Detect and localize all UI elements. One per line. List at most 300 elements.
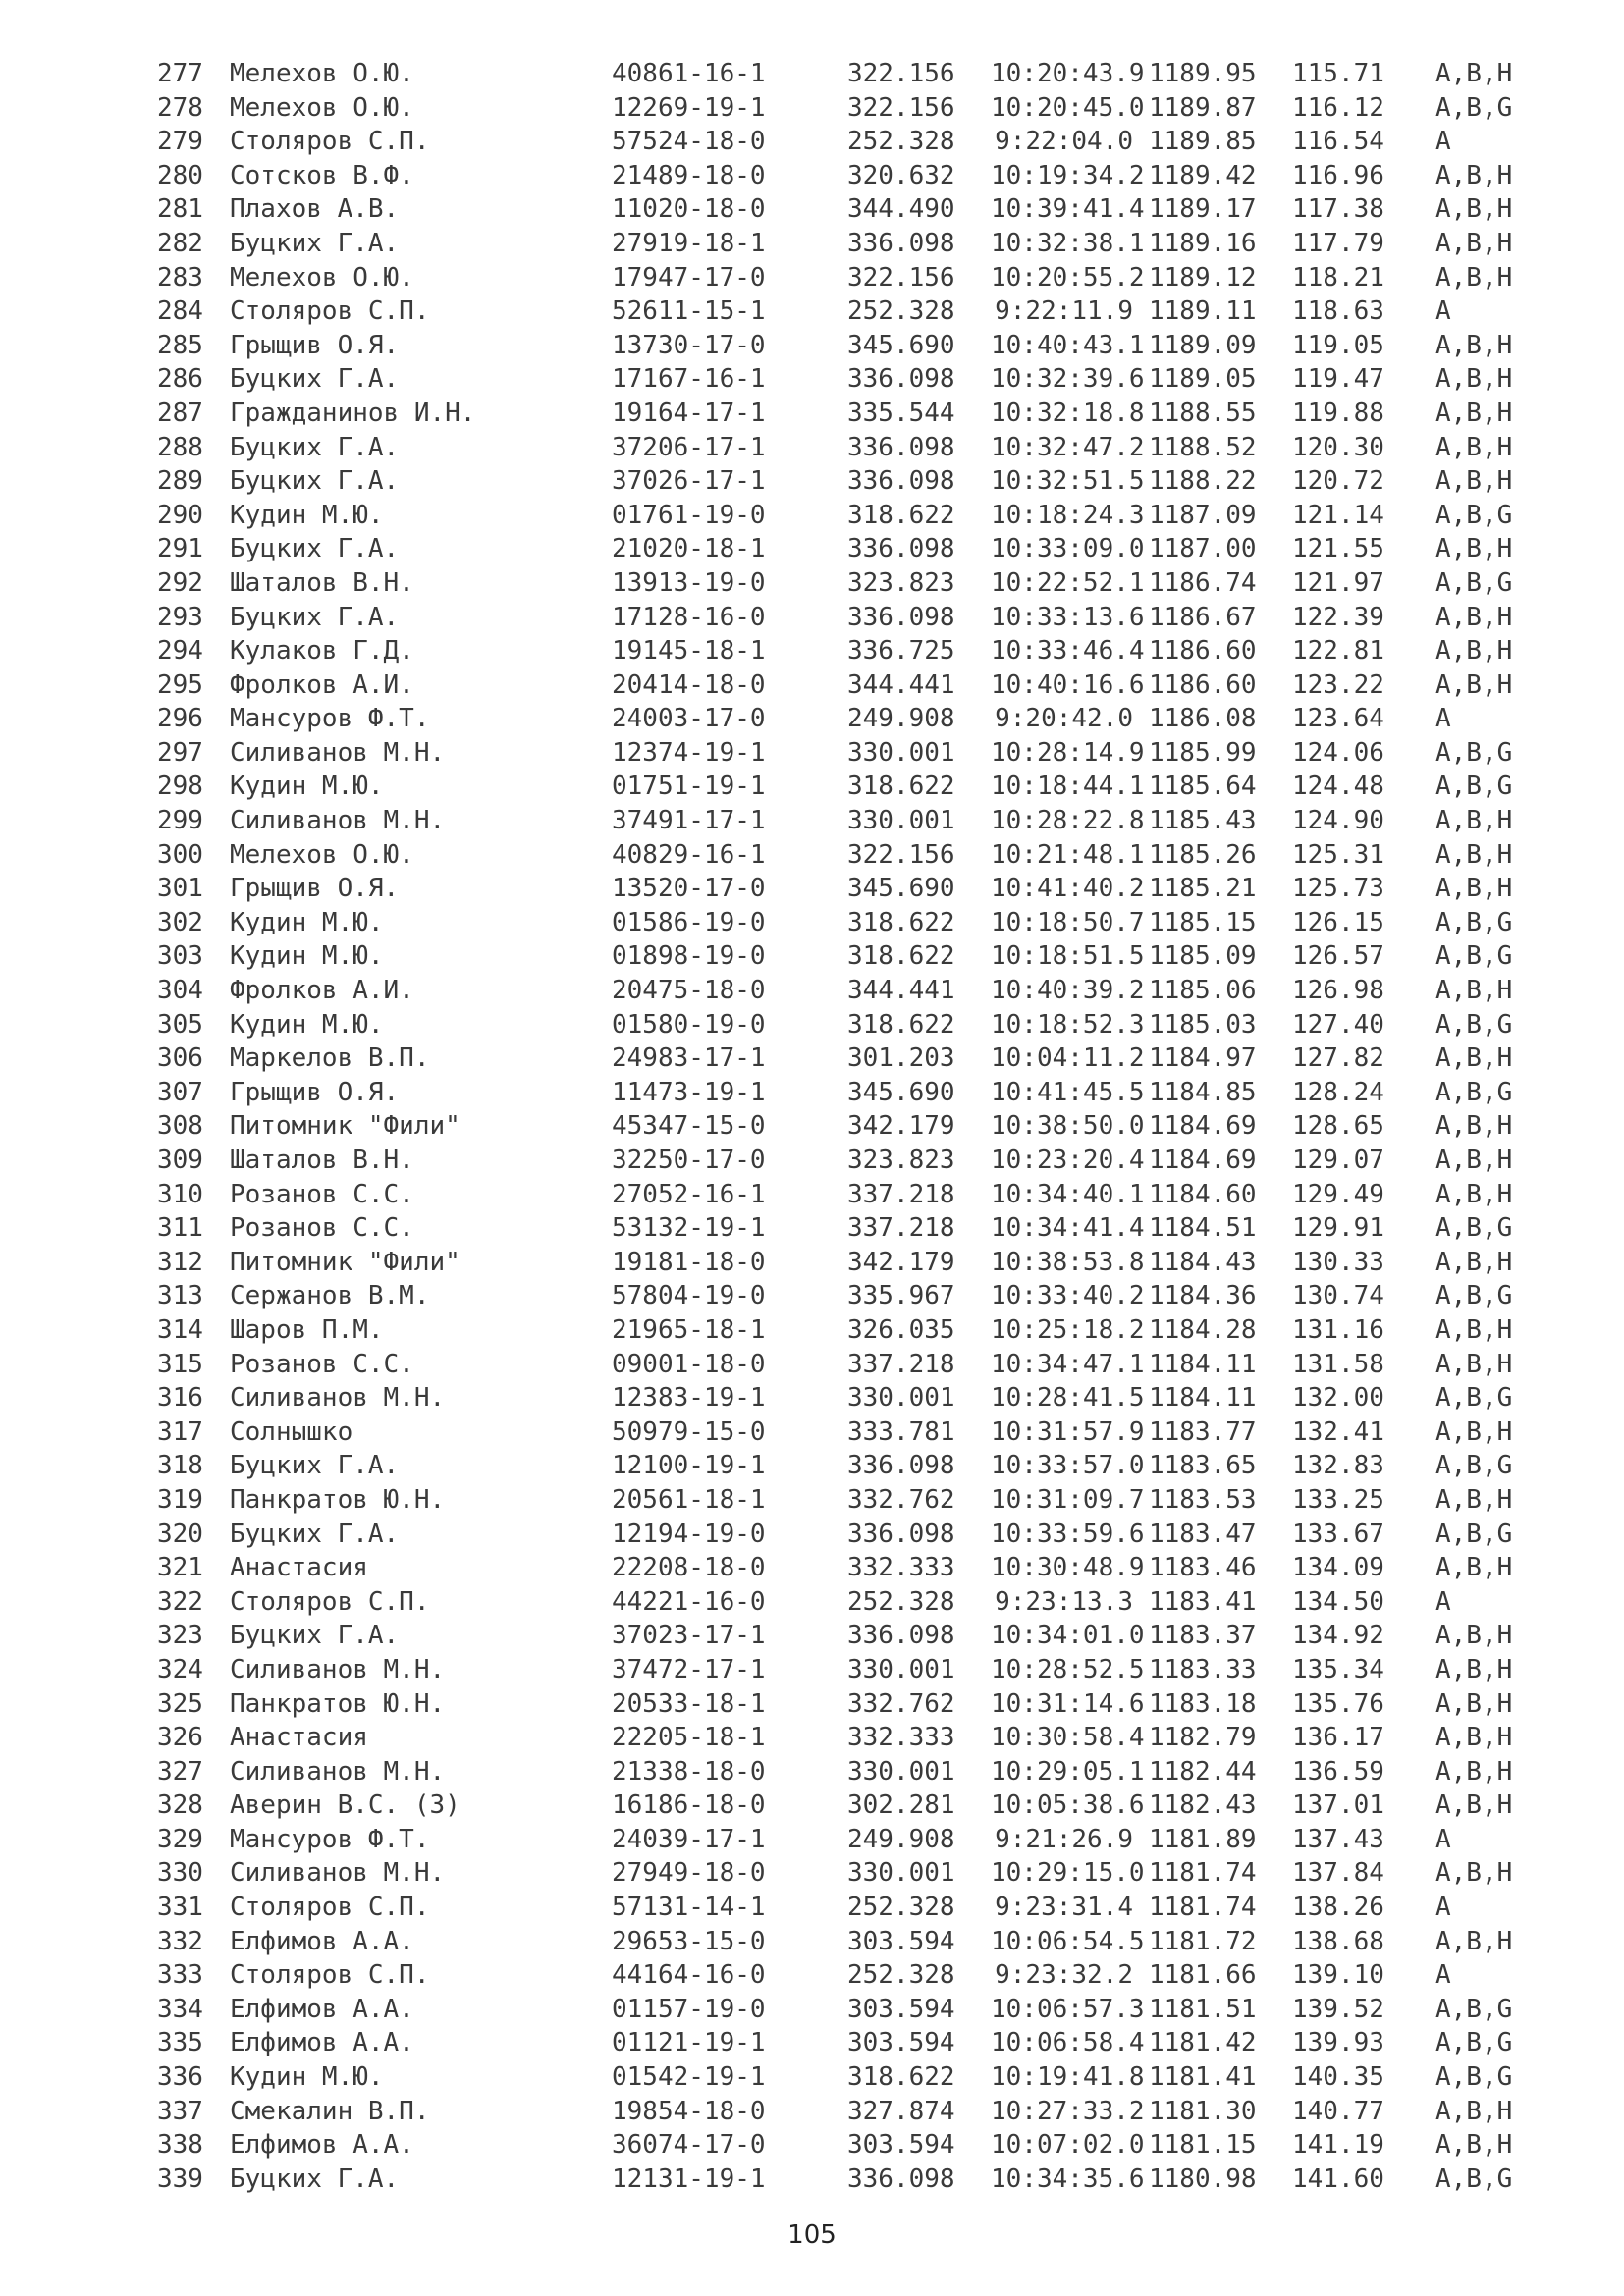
- rank-cell: 288: [157, 432, 203, 462]
- table-row: [157, 1041, 1610, 1076]
- coefficient-cell: 128.65: [1292, 1111, 1384, 1142]
- distance-cell: 336.725: [847, 636, 955, 667]
- table-row: [157, 1653, 1610, 1687]
- ring-number-cell: 44164-16-0: [612, 1960, 766, 1991]
- speed-cell: 1185.06: [1149, 976, 1257, 1006]
- owner-name-cell: Грыщив О.Я.: [230, 330, 400, 360]
- rank-cell: 301: [157, 874, 203, 904]
- arrival-time-cell: 10:40:16.6: [991, 669, 1145, 700]
- distance-cell: 303.594: [847, 1994, 955, 2024]
- coefficient-cell: 129.91: [1292, 1213, 1384, 1244]
- ring-number-cell: 19145-18-1: [612, 636, 766, 667]
- speed-cell: 1189.09: [1149, 330, 1257, 360]
- owner-name-cell: Шаталов В.Н.: [230, 567, 414, 598]
- groups-cell: A: [1435, 1586, 1451, 1617]
- table-row: [157, 397, 1610, 431]
- ring-number-cell: 12131-19-1: [612, 2163, 766, 2194]
- table-row: [157, 1076, 1610, 1110]
- distance-cell: 326.035: [847, 1314, 955, 1345]
- table-row: [157, 1483, 1610, 1518]
- table-row: [157, 1279, 1610, 1313]
- groups-cell: A,B,H: [1435, 1484, 1513, 1515]
- rank-cell: 314: [157, 1314, 203, 1345]
- distance-cell: 337.218: [847, 1349, 955, 1379]
- distance-cell: 342.179: [847, 1247, 955, 1277]
- ring-number-cell: 11020-18-0: [612, 194, 766, 225]
- coefficient-cell: 126.15: [1292, 907, 1384, 937]
- groups-cell: A,B,H: [1435, 602, 1513, 632]
- coefficient-cell: 132.41: [1292, 1416, 1384, 1447]
- ring-number-cell: 57804-19-0: [612, 1281, 766, 1311]
- distance-cell: 323.823: [847, 1146, 955, 1175]
- table-row: [157, 1348, 1610, 1382]
- speed-cell: 1183.33: [1149, 1654, 1257, 1684]
- rank-cell: 283: [157, 262, 203, 293]
- speed-cell: 1189.12: [1149, 262, 1257, 293]
- rank-cell: 335: [157, 2028, 203, 2058]
- arrival-time-cell: 10:29:15.0: [991, 1858, 1145, 1889]
- owner-name-cell: Сотсков В.Ф.: [230, 160, 414, 190]
- owner-name-cell: Шаталов В.Н.: [230, 1146, 414, 1175]
- speed-cell: 1185.43: [1149, 806, 1257, 836]
- groups-cell: A,B,G: [1435, 1519, 1513, 1549]
- rank-cell: 313: [157, 1281, 203, 1311]
- arrival-time-cell: 10:38:50.0: [991, 1111, 1145, 1142]
- distance-cell: 327.874: [847, 2096, 955, 2126]
- speed-cell: 1181.66: [1149, 1960, 1257, 1991]
- owner-name-cell: Елфимов А.А.: [230, 1994, 414, 2024]
- groups-cell: A: [1435, 1824, 1451, 1854]
- rank-cell: 333: [157, 1960, 203, 1991]
- coefficient-cell: 132.83: [1292, 1451, 1384, 1481]
- table-row: [157, 329, 1610, 363]
- rank-cell: 287: [157, 398, 203, 428]
- coefficient-cell: 121.97: [1292, 567, 1384, 598]
- owner-name-cell: Анастасия: [230, 1723, 368, 1753]
- coefficient-cell: 126.57: [1292, 941, 1384, 972]
- groups-cell: A,B,H: [1435, 364, 1513, 395]
- ring-number-cell: 24039-17-1: [612, 1824, 766, 1854]
- table-row: [157, 804, 1610, 838]
- groups-cell: A,B,G: [1435, 1213, 1513, 1244]
- owner-name-cell: Буцких Г.А.: [230, 432, 400, 462]
- coefficient-cell: 119.05: [1292, 330, 1384, 360]
- speed-cell: 1182.44: [1149, 1756, 1257, 1787]
- arrival-time-cell: 10:28:22.8: [991, 806, 1145, 836]
- ring-number-cell: 45347-15-0: [612, 1111, 766, 1142]
- table-row: [157, 1415, 1610, 1450]
- coefficient-cell: 122.81: [1292, 636, 1384, 667]
- owner-name-cell: Силиванов М.Н.: [230, 806, 446, 836]
- groups-cell: A,B,H: [1435, 59, 1513, 88]
- results-table: [157, 57, 1610, 2196]
- groups-cell: A,B,H: [1435, 1926, 1513, 1956]
- coefficient-cell: 138.26: [1292, 1893, 1384, 1923]
- coefficient-cell: 127.82: [1292, 1043, 1384, 1074]
- owner-name-cell: Столяров С.П.: [230, 1586, 430, 1617]
- groups-cell: A,B,G: [1435, 907, 1513, 937]
- arrival-time-cell: 10:20:55.2: [991, 262, 1145, 293]
- distance-cell: 336.098: [847, 602, 955, 632]
- owner-name-cell: Солнышко: [230, 1416, 353, 1447]
- coefficient-cell: 125.31: [1292, 839, 1384, 870]
- groups-cell: A,B,H: [1435, 1688, 1513, 1719]
- distance-cell: 322.156: [847, 262, 955, 293]
- speed-cell: 1182.79: [1149, 1723, 1257, 1753]
- speed-cell: 1186.67: [1149, 602, 1257, 632]
- distance-cell: 303.594: [847, 2028, 955, 2058]
- arrival-time-cell: 10:32:18.8: [991, 398, 1145, 428]
- groups-cell: A: [1435, 1893, 1451, 1923]
- arrival-time-cell: 9:20:42.0: [995, 704, 1133, 734]
- table-row: [157, 634, 1610, 668]
- rank-cell: 279: [157, 127, 203, 157]
- table-row: [157, 499, 1610, 533]
- owner-name-cell: Гражданинов И.Н.: [230, 398, 476, 428]
- speed-cell: 1181.74: [1149, 1893, 1257, 1923]
- table-row: [157, 1246, 1610, 1280]
- distance-cell: 332.762: [847, 1688, 955, 1719]
- ring-number-cell: 20561-18-1: [612, 1484, 766, 1515]
- ring-number-cell: 37023-17-1: [612, 1621, 766, 1651]
- groups-cell: A,B,H: [1435, 262, 1513, 293]
- speed-cell: 1181.30: [1149, 2096, 1257, 2126]
- distance-cell: 344.441: [847, 976, 955, 1006]
- arrival-time-cell: 10:38:53.8: [991, 1247, 1145, 1277]
- coefficient-cell: 123.64: [1292, 704, 1384, 734]
- rank-cell: 338: [157, 2130, 203, 2161]
- table-row: [157, 1755, 1610, 1789]
- rank-cell: 308: [157, 1111, 203, 1142]
- arrival-time-cell: 10:19:41.8: [991, 2062, 1145, 2093]
- ring-number-cell: 01580-19-0: [612, 1009, 766, 1040]
- table-row: [157, 601, 1610, 635]
- distance-cell: 322.156: [847, 92, 955, 123]
- rank-cell: 322: [157, 1586, 203, 1617]
- arrival-time-cell: 10:29:05.1: [991, 1756, 1145, 1787]
- distance-cell: 337.218: [847, 1179, 955, 1209]
- table-row: [157, 1721, 1610, 1755]
- owner-name-cell: Столяров С.П.: [230, 127, 430, 157]
- groups-cell: A,B,H: [1435, 534, 1513, 564]
- groups-cell: A,B,H: [1435, 1314, 1513, 1345]
- speed-cell: 1182.43: [1149, 1790, 1257, 1821]
- rank-cell: 295: [157, 669, 203, 700]
- speed-cell: 1189.05: [1149, 364, 1257, 395]
- ring-number-cell: 12383-19-1: [612, 1383, 766, 1414]
- arrival-time-cell: 10:06:54.5: [991, 1926, 1145, 1956]
- table-row: [157, 1449, 1610, 1483]
- coefficient-cell: 129.49: [1292, 1179, 1384, 1209]
- owner-name-cell: Силиванов М.Н.: [230, 1654, 446, 1684]
- owner-name-cell: Мансуров Ф.Т.: [230, 1824, 430, 1854]
- distance-cell: 330.001: [847, 1756, 955, 1787]
- ring-number-cell: 01761-19-0: [612, 500, 766, 530]
- speed-cell: 1185.26: [1149, 839, 1257, 870]
- speed-cell: 1183.18: [1149, 1688, 1257, 1719]
- rank-cell: 303: [157, 941, 203, 972]
- table-row: [157, 939, 1610, 974]
- table-row: [157, 2095, 1610, 2129]
- groups-cell: A,B,G: [1435, 1383, 1513, 1414]
- distance-cell: 252.328: [847, 1586, 955, 1617]
- speed-cell: 1181.51: [1149, 1994, 1257, 2024]
- distance-cell: 320.632: [847, 160, 955, 190]
- arrival-time-cell: 9:23:32.2: [995, 1960, 1133, 1991]
- table-row: [157, 159, 1610, 193]
- groups-cell: A,B,H: [1435, 398, 1513, 428]
- distance-cell: 336.098: [847, 2163, 955, 2194]
- distance-cell: 249.908: [847, 704, 955, 734]
- owner-name-cell: Панкратов Ю.Н.: [230, 1688, 446, 1719]
- table-row: [157, 294, 1610, 329]
- ring-number-cell: 17167-16-1: [612, 364, 766, 395]
- rank-cell: 296: [157, 704, 203, 734]
- ring-number-cell: 01898-19-0: [612, 941, 766, 972]
- arrival-time-cell: 10:20:45.0: [991, 92, 1145, 123]
- owner-name-cell: Смекалин В.П.: [230, 2096, 430, 2126]
- ring-number-cell: 12194-19-0: [612, 1519, 766, 1549]
- coefficient-cell: 119.88: [1292, 398, 1384, 428]
- groups-cell: A,B,H: [1435, 1654, 1513, 1684]
- distance-cell: 345.690: [847, 874, 955, 904]
- distance-cell: 303.594: [847, 2130, 955, 2161]
- rank-cell: 294: [157, 636, 203, 667]
- coefficient-cell: 127.40: [1292, 1009, 1384, 1040]
- coefficient-cell: 139.52: [1292, 1994, 1384, 2024]
- ring-number-cell: 50979-15-0: [612, 1416, 766, 1447]
- groups-cell: A,B,H: [1435, 1247, 1513, 1277]
- ring-number-cell: 37472-17-1: [612, 1654, 766, 1684]
- owner-name-cell: Питомник "Фили": [230, 1247, 460, 1277]
- speed-cell: 1186.08: [1149, 704, 1257, 734]
- table-row: [157, 668, 1610, 703]
- ring-number-cell: 20414-18-0: [612, 669, 766, 700]
- table-row: [157, 1109, 1610, 1144]
- coefficient-cell: 124.06: [1292, 737, 1384, 768]
- rank-cell: 330: [157, 1858, 203, 1889]
- arrival-time-cell: 10:06:58.4: [991, 2028, 1145, 2058]
- coefficient-cell: 140.77: [1292, 2096, 1384, 2126]
- coefficient-cell: 125.73: [1292, 874, 1384, 904]
- ring-number-cell: 37206-17-1: [612, 432, 766, 462]
- ring-number-cell: 01751-19-1: [612, 772, 766, 802]
- arrival-time-cell: 10:18:24.3: [991, 500, 1145, 530]
- groups-cell: A,B,G: [1435, 2163, 1513, 2194]
- groups-cell: A,B,H: [1435, 1858, 1513, 1889]
- coefficient-cell: 128.24: [1292, 1077, 1384, 1107]
- ring-number-cell: 22205-18-1: [612, 1723, 766, 1753]
- speed-cell: 1189.11: [1149, 296, 1257, 327]
- distance-cell: 323.823: [847, 567, 955, 598]
- table-row: [157, 872, 1610, 906]
- table-row: [157, 1958, 1610, 1993]
- speed-cell: 1186.60: [1149, 669, 1257, 700]
- distance-cell: 344.490: [847, 194, 955, 225]
- arrival-time-cell: 10:40:39.2: [991, 976, 1145, 1006]
- owner-name-cell: Буцких Г.А.: [230, 228, 400, 258]
- groups-cell: A,B,G: [1435, 1009, 1513, 1040]
- table-row: [157, 1925, 1610, 1959]
- owner-name-cell: Буцких Г.А.: [230, 466, 400, 497]
- groups-cell: A,B,H: [1435, 1179, 1513, 1209]
- rank-cell: 328: [157, 1790, 203, 1821]
- arrival-time-cell: 10:22:52.1: [991, 567, 1145, 598]
- rank-cell: 298: [157, 772, 203, 802]
- rank-cell: 326: [157, 1723, 203, 1753]
- table-row: [157, 1381, 1610, 1415]
- distance-cell: 336.098: [847, 1451, 955, 1481]
- groups-cell: A: [1435, 127, 1451, 157]
- distance-cell: 330.001: [847, 806, 955, 836]
- distance-cell: 336.098: [847, 364, 955, 395]
- coefficient-cell: 136.59: [1292, 1756, 1384, 1787]
- arrival-time-cell: 10:07:02.0: [991, 2130, 1145, 2161]
- table-row: [157, 1789, 1610, 1823]
- speed-cell: 1183.53: [1149, 1484, 1257, 1515]
- owner-name-cell: Шаров П.М.: [230, 1314, 384, 1345]
- distance-cell: 333.781: [847, 1416, 955, 1447]
- ring-number-cell: 01586-19-0: [612, 907, 766, 937]
- ring-number-cell: 01157-19-0: [612, 1994, 766, 2024]
- rank-cell: 306: [157, 1043, 203, 1074]
- coefficient-cell: 121.55: [1292, 534, 1384, 564]
- rank-cell: 285: [157, 330, 203, 360]
- speed-cell: 1185.99: [1149, 737, 1257, 768]
- arrival-time-cell: 10:39:41.4: [991, 194, 1145, 225]
- groups-cell: A,B,H: [1435, 1756, 1513, 1787]
- distance-cell: 332.333: [847, 1723, 955, 1753]
- arrival-time-cell: 10:34:01.0: [991, 1621, 1145, 1651]
- rank-cell: 317: [157, 1416, 203, 1447]
- ring-number-cell: 21020-18-1: [612, 534, 766, 564]
- rank-cell: 302: [157, 907, 203, 937]
- ring-number-cell: 20475-18-0: [612, 976, 766, 1006]
- owner-name-cell: Питомник "Фили": [230, 1111, 460, 1142]
- distance-cell: 344.441: [847, 669, 955, 700]
- owner-name-cell: Буцких Г.А.: [230, 2163, 400, 2194]
- owner-name-cell: Анастасия: [230, 1553, 368, 1583]
- distance-cell: 345.690: [847, 1077, 955, 1107]
- table-row: [157, 906, 1610, 940]
- groups-cell: A,B,H: [1435, 1111, 1513, 1142]
- ring-number-cell: 36074-17-0: [612, 2130, 766, 2161]
- ring-number-cell: 40861-16-1: [612, 59, 766, 88]
- coefficient-cell: 126.98: [1292, 976, 1384, 1006]
- coefficient-cell: 124.48: [1292, 772, 1384, 802]
- table-row: [157, 192, 1610, 227]
- rank-cell: 291: [157, 534, 203, 564]
- ring-number-cell: 11473-19-1: [612, 1077, 766, 1107]
- arrival-time-cell: 10:32:47.2: [991, 432, 1145, 462]
- speed-cell: 1186.74: [1149, 567, 1257, 598]
- table-row: [157, 2060, 1610, 2095]
- owner-name-cell: Мелехов О.Ю.: [230, 839, 414, 870]
- table-row: [157, 431, 1610, 465]
- groups-cell: A,B,G: [1435, 1281, 1513, 1311]
- table-row: [157, 125, 1610, 159]
- distance-cell: 318.622: [847, 1009, 955, 1040]
- speed-cell: 1185.03: [1149, 1009, 1257, 1040]
- owner-name-cell: Мелехов О.Ю.: [230, 92, 414, 123]
- speed-cell: 1183.47: [1149, 1519, 1257, 1549]
- distance-cell: 318.622: [847, 941, 955, 972]
- arrival-time-cell: 10:18:52.3: [991, 1009, 1145, 1040]
- coefficient-cell: 133.67: [1292, 1519, 1384, 1549]
- owner-name-cell: Буцких Г.А.: [230, 1621, 400, 1651]
- distance-cell: 345.690: [847, 330, 955, 360]
- arrival-time-cell: 10:33:40.2: [991, 1281, 1145, 1311]
- table-row: [157, 702, 1610, 736]
- rank-cell: 315: [157, 1349, 203, 1379]
- table-row: [157, 1585, 1610, 1620]
- coefficient-cell: 134.50: [1292, 1586, 1384, 1617]
- distance-cell: 252.328: [847, 296, 955, 327]
- groups-cell: A,B,H: [1435, 669, 1513, 700]
- speed-cell: 1180.98: [1149, 2163, 1257, 2194]
- table-row: [157, 532, 1610, 566]
- coefficient-cell: 117.79: [1292, 228, 1384, 258]
- arrival-time-cell: 10:06:57.3: [991, 1994, 1145, 2024]
- speed-cell: 1181.72: [1149, 1926, 1257, 1956]
- groups-cell: A,B,H: [1435, 806, 1513, 836]
- owner-name-cell: Мелехов О.Ю.: [230, 59, 414, 88]
- speed-cell: 1183.65: [1149, 1451, 1257, 1481]
- arrival-time-cell: 10:34:47.1: [991, 1349, 1145, 1379]
- distance-cell: 336.098: [847, 228, 955, 258]
- groups-cell: A,B,G: [1435, 772, 1513, 802]
- table-row: [157, 1856, 1610, 1891]
- owner-name-cell: Аверин В.С. (З): [230, 1790, 460, 1821]
- groups-cell: A,B,G: [1435, 2028, 1513, 2058]
- arrival-time-cell: 10:30:48.9: [991, 1553, 1145, 1583]
- rank-cell: 300: [157, 839, 203, 870]
- table-row: [157, 1178, 1610, 1212]
- ring-number-cell: 19164-17-1: [612, 398, 766, 428]
- owner-name-cell: Елфимов А.А.: [230, 2028, 414, 2058]
- distance-cell: 252.328: [847, 1960, 955, 1991]
- speed-cell: 1181.89: [1149, 1824, 1257, 1854]
- coefficient-cell: 135.76: [1292, 1688, 1384, 1719]
- arrival-time-cell: 10:21:48.1: [991, 839, 1145, 870]
- arrival-time-cell: 10:28:41.5: [991, 1383, 1145, 1414]
- table-row: [157, 974, 1610, 1008]
- ring-number-cell: 01121-19-1: [612, 2028, 766, 2058]
- arrival-time-cell: 9:23:13.3: [995, 1586, 1133, 1617]
- ring-number-cell: 27052-16-1: [612, 1179, 766, 1209]
- coefficient-cell: 118.63: [1292, 296, 1384, 327]
- ring-number-cell: 24003-17-0: [612, 704, 766, 734]
- groups-cell: A: [1435, 704, 1451, 734]
- arrival-time-cell: 10:31:57.9: [991, 1416, 1145, 1447]
- speed-cell: 1183.46: [1149, 1553, 1257, 1583]
- table-row: [157, 261, 1610, 295]
- owner-name-cell: Розанов С.С.: [230, 1179, 414, 1209]
- rank-cell: 331: [157, 1893, 203, 1923]
- distance-cell: 318.622: [847, 2062, 955, 2093]
- speed-cell: 1189.95: [1149, 59, 1257, 88]
- groups-cell: A,B,H: [1435, 1621, 1513, 1651]
- owner-name-cell: Грыщив О.Я.: [230, 874, 400, 904]
- speed-cell: 1181.42: [1149, 2028, 1257, 2058]
- coefficient-cell: 137.43: [1292, 1824, 1384, 1854]
- rank-cell: 282: [157, 228, 203, 258]
- groups-cell: A,B,H: [1435, 1723, 1513, 1753]
- arrival-time-cell: 10:28:14.9: [991, 737, 1145, 768]
- table-row: [157, 1008, 1610, 1042]
- owner-name-cell: Фролков А.И.: [230, 669, 414, 700]
- speed-cell: 1189.87: [1149, 92, 1257, 123]
